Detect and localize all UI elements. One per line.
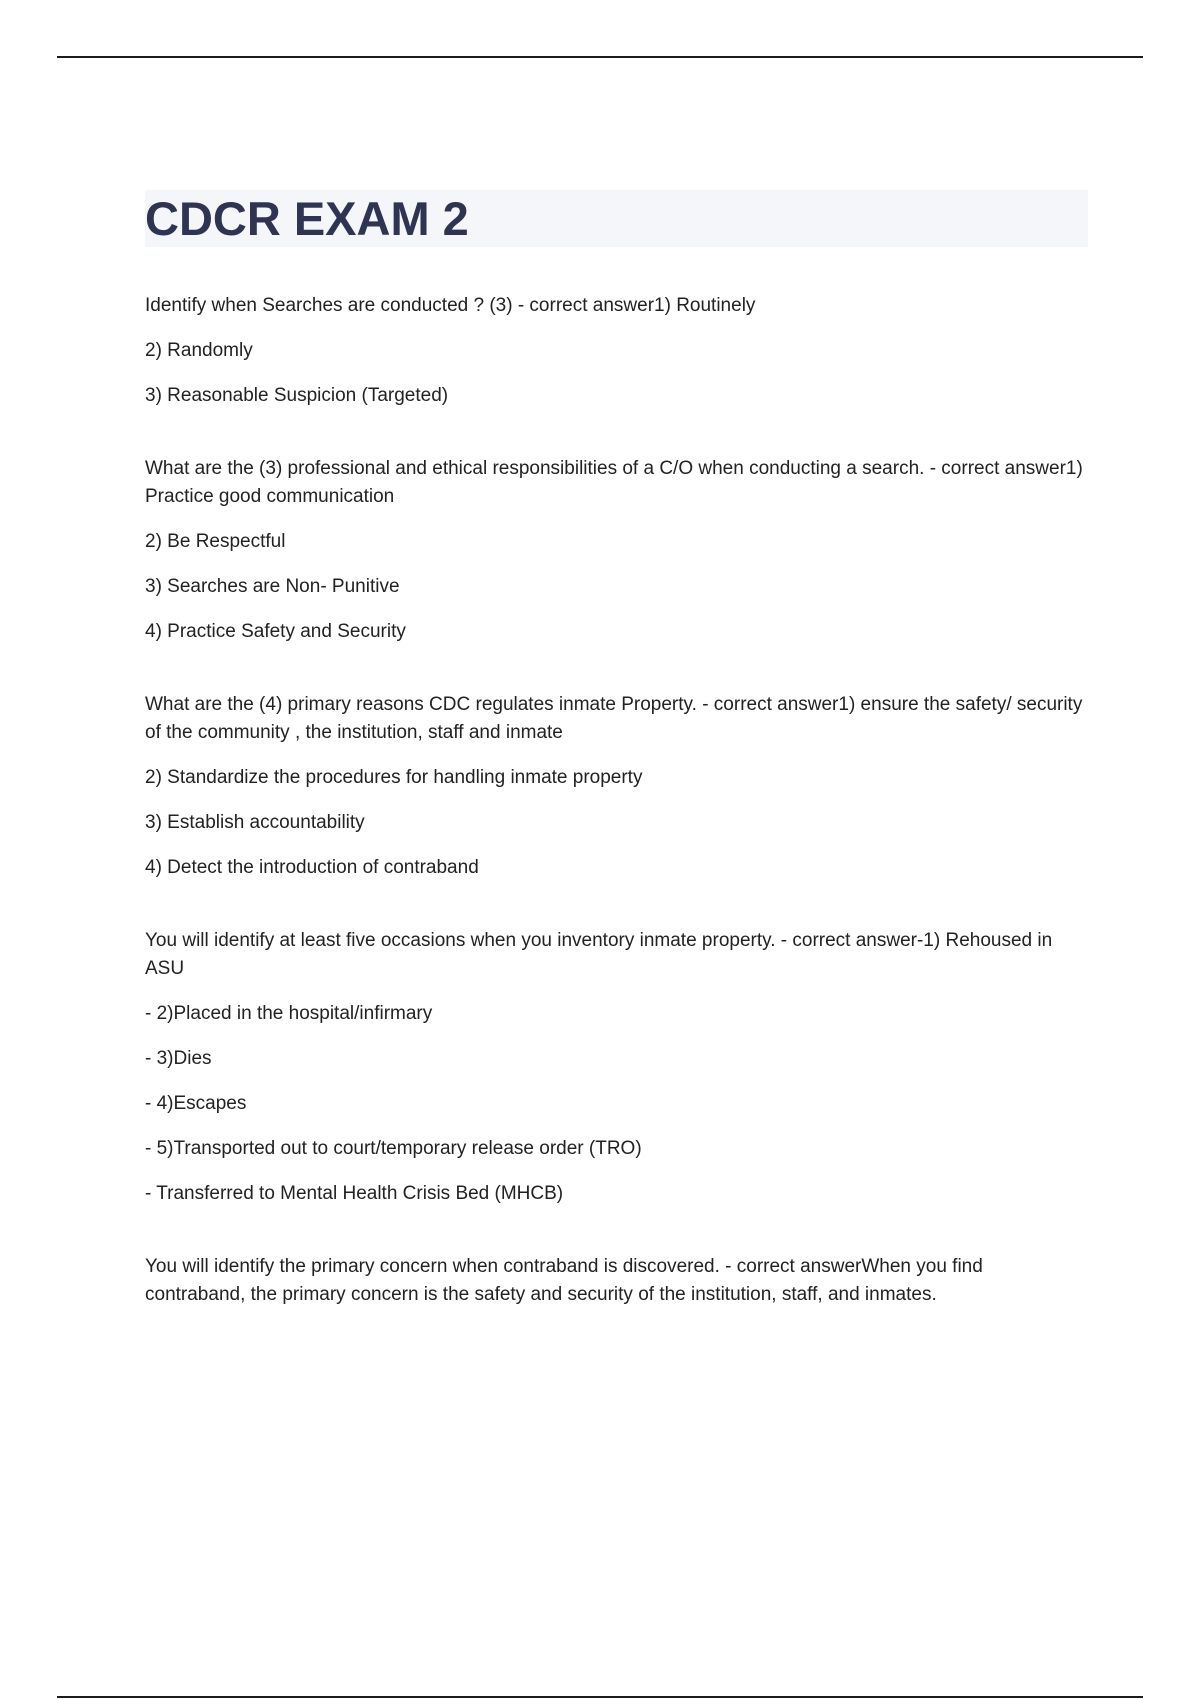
answer-line: 4) Practice Safety and Security xyxy=(145,621,406,642)
question-text: What are the (3) professional and ethical responsibilities of a C/O when conducting a search. - correct answer1) Practice good communication xyxy=(145,458,1083,507)
document-body xyxy=(145,292,1085,1354)
answer-line: - Transferred to Mental Health Crisis Bed (MHCB) xyxy=(145,1183,564,1204)
question-block xyxy=(145,292,1085,410)
answer-line: - 2)Placed in the hospital/infirmary xyxy=(145,1003,433,1024)
answer-line: 2) Standardize the procedures for handling inmate property xyxy=(145,767,643,788)
question-block xyxy=(145,455,1085,646)
answer-line: 2) Randomly xyxy=(145,340,253,361)
question-text: Identify when Searches are conducted ? (3) - correct answer1) Routinely xyxy=(145,295,756,316)
bottom-divider xyxy=(57,1696,1143,1698)
question-text: What are the (4) primary reasons CDC regulates inmate Property. - correct answer1) ensure the safety/ security of the community , the institution, staff and inmate xyxy=(145,694,1083,743)
answer-line: 3) Reasonable Suspicion (Targeted) xyxy=(145,385,449,406)
answer-line: 3) Searches are Non- Punitive xyxy=(145,576,400,597)
question-block xyxy=(145,1253,1085,1309)
answer-line: - 4)Escapes xyxy=(145,1093,247,1114)
question-text: You will identify at least five occasions when you inventory inmate property. - correct answer-1) Rehoused in ASU xyxy=(145,930,1053,979)
answer-line: - 5)Transported out to court/temporary release order (TRO) xyxy=(145,1138,642,1159)
top-divider xyxy=(57,56,1143,58)
answer-line: 2) Be Respectful xyxy=(145,531,286,552)
answer-line: 3) Establish accountability xyxy=(145,812,365,833)
question-block xyxy=(145,691,1085,882)
answer-line: 4) Detect the introduction of contraband xyxy=(145,857,479,878)
question-block xyxy=(145,927,1085,1208)
page-title: CDCR EXAM 2 xyxy=(145,192,469,245)
answer-line: - 3)Dies xyxy=(145,1048,212,1069)
question-text: You will identify the primary concern when contraband is discovered. - correct answerWhen you find contraband, the primary concern is the safety and security of the institution, staff, and inmates. xyxy=(145,1256,983,1305)
